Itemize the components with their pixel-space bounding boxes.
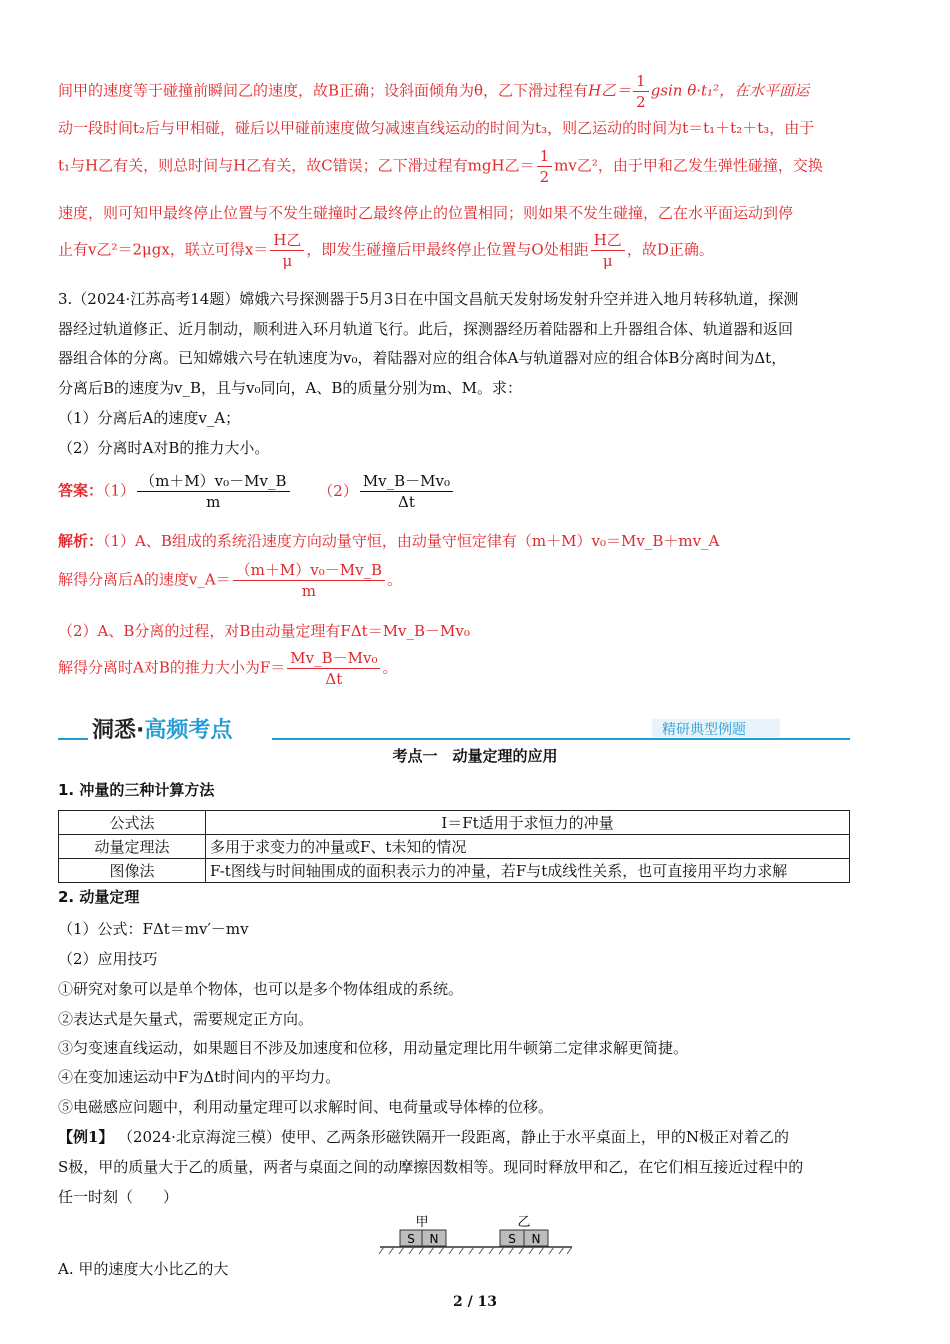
heading-2: 2. 动量定理: [58, 888, 140, 906]
item-5: ③匀变速直线运动，如果题目不涉及加速度和位移，用动量定理比用牛顿第二定律求解更简捷。: [58, 1039, 689, 1057]
answer-line: 答案：（1） $\frac{\text{（m＋M）v₀－Mv\_B}}{m}$ （2） $\frac{\text{Mv\_B－Mv₀}}{\Delta t}$: [58, 471, 455, 512]
heading-1: 1. 冲量的三种计算方法: [58, 781, 215, 799]
impulse-table: [58, 810, 850, 883]
q3-line-6: （2）分离时A对B的推力大小。: [58, 439, 270, 457]
analysis-line-1: 解析：（1）A、B组成的系统沿速度方向动量守恒，由动量守恒定律有（m＋M）v₀＝Mv_B＋mv_A: [58, 532, 720, 550]
section-title: 考点一 动量定理的应用: [392, 747, 558, 765]
q3-line-1: 3.（2024·江苏高考14题）嫦娥六号探测器于5月3日在中国文昌航天发射场发射升空并进入地月转移轨道，探测: [58, 290, 799, 308]
analysis-line-2: 解得分离后A的速度v_A＝ $\frac{\text{（m＋M）v₀－Mv\_B}}{m}$ 。: [58, 561, 403, 600]
example-line-2: S极，甲的质量大于乙的质量，两者与桌面之间的动摩擦因数相等。现同时释放甲和乙，在它们相互接近过程中的: [58, 1158, 804, 1176]
example-line-1: 【例1】 （2024·北京海淀三模）使甲、乙两条形磁铁隔开一段距离，静止于水平桌面上，甲的N极正对着乙的: [58, 1128, 790, 1146]
q3-line-5: （1）分离后A的速度v_A；: [58, 409, 241, 427]
example-label: 【例1】: [58, 1128, 114, 1146]
table-row: 公式法 I＝Ft适用于求恒力的冲量: [59, 811, 850, 835]
page-number: 2 / 13: [452, 1294, 498, 1310]
q3-line-3: 器组合体的分离。已知嫦娥六号在轨速度为v₀，着陆器对应的组合体A与轨道器对应的组合体B分离时间为Δt，: [58, 349, 787, 367]
svg-text:S: S: [407, 1232, 415, 1246]
svg-text:N: N: [531, 1232, 541, 1246]
item-3: ①研究对象可以是单个物体，也可以是多个物体组成的系统。: [58, 980, 464, 998]
q3-line-4: 分离后B的速度为v_B，且与v₀同向，A、B的质量分别为m、M。求：: [58, 379, 522, 397]
analysis-label: 解析：: [58, 532, 104, 550]
red-line-5: 止有v乙²＝2μgx，联立可得x＝ $\frac{\text{H乙}}{\mu}$ ，即发生碰撞后甲最终停止位置与O处相距 $\frac{\text{H乙}}{\mu}$ ，故D正确。: [58, 231, 714, 270]
item-6: ④在变加速运动中F为Δt时间内的平均力。: [58, 1068, 341, 1086]
magnet-figure: [378, 1212, 574, 1260]
section-banner: 洞悉·高频考点 精研典型例题: [58, 713, 850, 741]
analysis-line-4: 解得分离时A对B的推力大小为F＝ $\frac{\text{Mv\_B－Mv₀}}{\Delta t}$ 。: [58, 649, 398, 688]
red-line-4: 速度，则可知甲最终停止位置与不发生碰撞时乙最终停止的位置相同；则如果不发生碰撞，乙在水平面运动到停: [58, 204, 794, 222]
red-line-3: t₁与H乙有关，则总时间与H乙有关，故C错误；乙下滑过程有mgH乙＝ $\frac{1}{2}$ mv乙²，由于甲和乙发生弹性碰撞，交换: [58, 147, 823, 186]
jia-label: 甲: [415, 1215, 429, 1230]
item-2: （2）应用技巧: [58, 950, 158, 968]
analysis-line-3: （2）A、B分离的过程，对B由动量定理有FΔt＝Mv_B－Mv₀: [58, 622, 470, 640]
table-row: 动量定理法 多用于求变力的冲量或F、t未知的情况: [59, 835, 850, 859]
item-1: （1）公式：FΔt＝mv′－mv: [58, 920, 249, 938]
svg-text:S: S: [508, 1232, 516, 1246]
red-line-2: 动一段时间t₂后与甲相碰，碰后以甲碰前速度做匀减速直线运动的时间为t₃，则乙运动的时间为t＝t₁＋t₂＋t₃，由于: [58, 119, 815, 137]
answer-label: 答案：: [58, 481, 104, 500]
item-4: ②表达式是矢量式，需要规定正方向。: [58, 1010, 314, 1028]
q3-line-2: 器经过轨道修正、近月制动，顺利进入环月轨道飞行。此后，探测器经历着陆器和上升器组合体、轨道器和返回: [58, 320, 794, 338]
svg-text:N: N: [429, 1232, 439, 1246]
example-line-3: 任一时刻（ ）: [58, 1188, 179, 1206]
red-line-1: 间甲的速度等于碰撞前瞬间乙的速度，故B正确；设斜面倾角为θ，乙下滑过程有H乙＝ $\frac{1}{2}$ gsin θ·t₁²，在水平面运: [58, 72, 810, 111]
item-7: ⑤电磁感应问题中，利用动量定理可以求解时间、电荷量或导体棒的位移。: [58, 1098, 554, 1116]
yi-label: 乙: [517, 1215, 531, 1230]
option-a: A. 甲的速度大小比乙的大: [58, 1260, 229, 1278]
banner-tag: 精研典型例题: [662, 722, 746, 738]
table-row: 图像法 F-t图线与时间轴围成的面积表示力的冲量，若F与t成线性关系，也可直接用平均力求解: [59, 859, 850, 883]
